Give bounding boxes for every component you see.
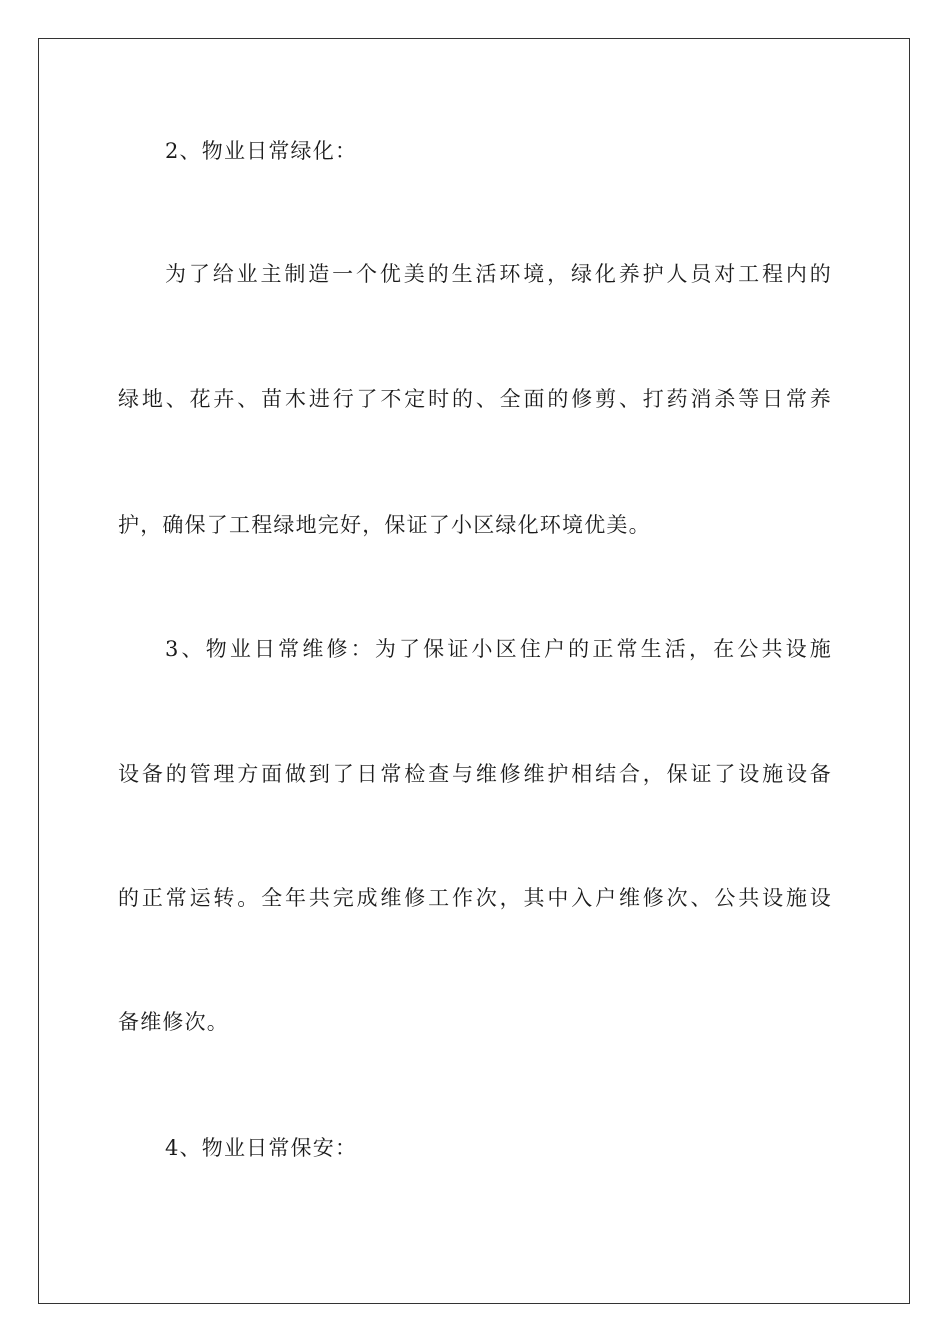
paragraph-line: 护，确保了工程绿地完好，保证了小区绿化环境优美。: [118, 513, 651, 537]
paragraph-line: 的正常运转。全年共完成维修工作次，其中入户维修次、公共设施设: [118, 886, 832, 910]
page-frame: [38, 38, 910, 1304]
heading-greening: 2、物业日常绿化：: [165, 139, 358, 163]
paragraph-line: 绿地、花卉、苗木进行了不定时的、全面的修剪、打药消杀等日常养: [118, 387, 832, 411]
paragraph-line: 为了给业主制造一个优美的生活环境，绿化养护人员对工程内的: [165, 262, 832, 286]
paragraph-line: 设备的管理方面做到了日常检查与维修维护相结合，保证了设施设备: [118, 762, 832, 786]
heading-security: 4、物业日常保安：: [165, 1136, 358, 1160]
paragraph-line: 3、物业日常维修：为了保证小区住户的正常生活，在公共设施: [165, 637, 832, 661]
paragraph-line: 备维修次。: [118, 1010, 229, 1034]
